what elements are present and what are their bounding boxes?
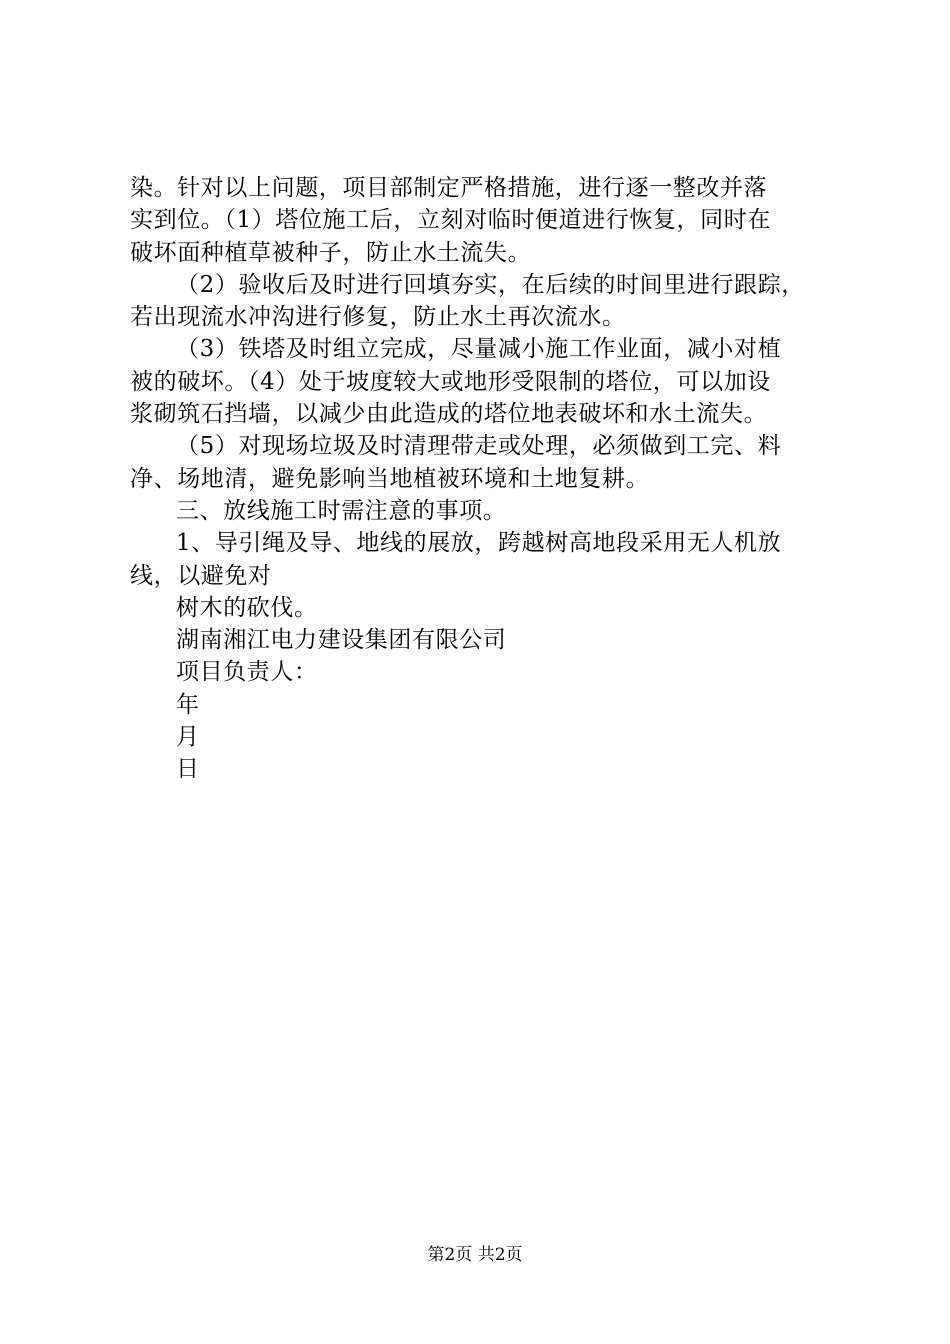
date-year-label: 年: [176, 691, 200, 718]
page-number-footer: 第2页 共2页: [427, 1245, 523, 1265]
paragraph-line: 树木的砍伐。: [176, 594, 318, 621]
paragraph-line: 浆砌筑石挡墙，以减少由此造成的塔位地表破坏和水土流失。: [130, 401, 768, 428]
paragraph-line: 实到位。（1）塔位施工后，立刻对临时便道进行恢复，同时在: [130, 207, 771, 234]
date-day-label: 日: [176, 756, 200, 783]
paragraph-line: 染。针对以上问题，项目部制定严格措施，进行逐一整改并落: [130, 175, 768, 201]
paragraph-line: 被的破坏。（4）处于坡度较大或地形受限制的塔位，可以加设: [130, 368, 771, 395]
paragraph-line: 1、导引绳及导、地线的展放，跨越树高地段采用无人机放: [176, 530, 782, 557]
paragraph-line: 破坏面种植草被种子，防止水土流失。: [130, 239, 532, 266]
date-month-label: 月: [176, 724, 200, 751]
paragraph-line: （2）验收后及时进行回填夯实，在后续的时间里进行跟踪，: [176, 271, 805, 298]
document-body: [130, 172, 840, 786]
paragraph-line: 若出现流水冲沟进行修复，防止水土再次流水。: [130, 304, 626, 331]
paragraph-line: （5）对现场垃圾及时清理带走或处理，必须做到工完、料: [176, 433, 782, 460]
paragraph-line: （3）铁塔及时组立完成，尽量减小施工作业面，减小对植: [176, 336, 782, 363]
section-heading: 三、放线施工时需注意的事项。: [176, 497, 507, 524]
paragraph-line: 线，以避免对: [130, 562, 272, 589]
signature-company: 湖南湘江电力建设集团有限公司: [176, 627, 507, 654]
paragraph-line: 净、场地清，避免影响当地植被环境和土地复耕。: [130, 465, 650, 492]
signature-person-label: 项目负责人：: [176, 659, 318, 686]
